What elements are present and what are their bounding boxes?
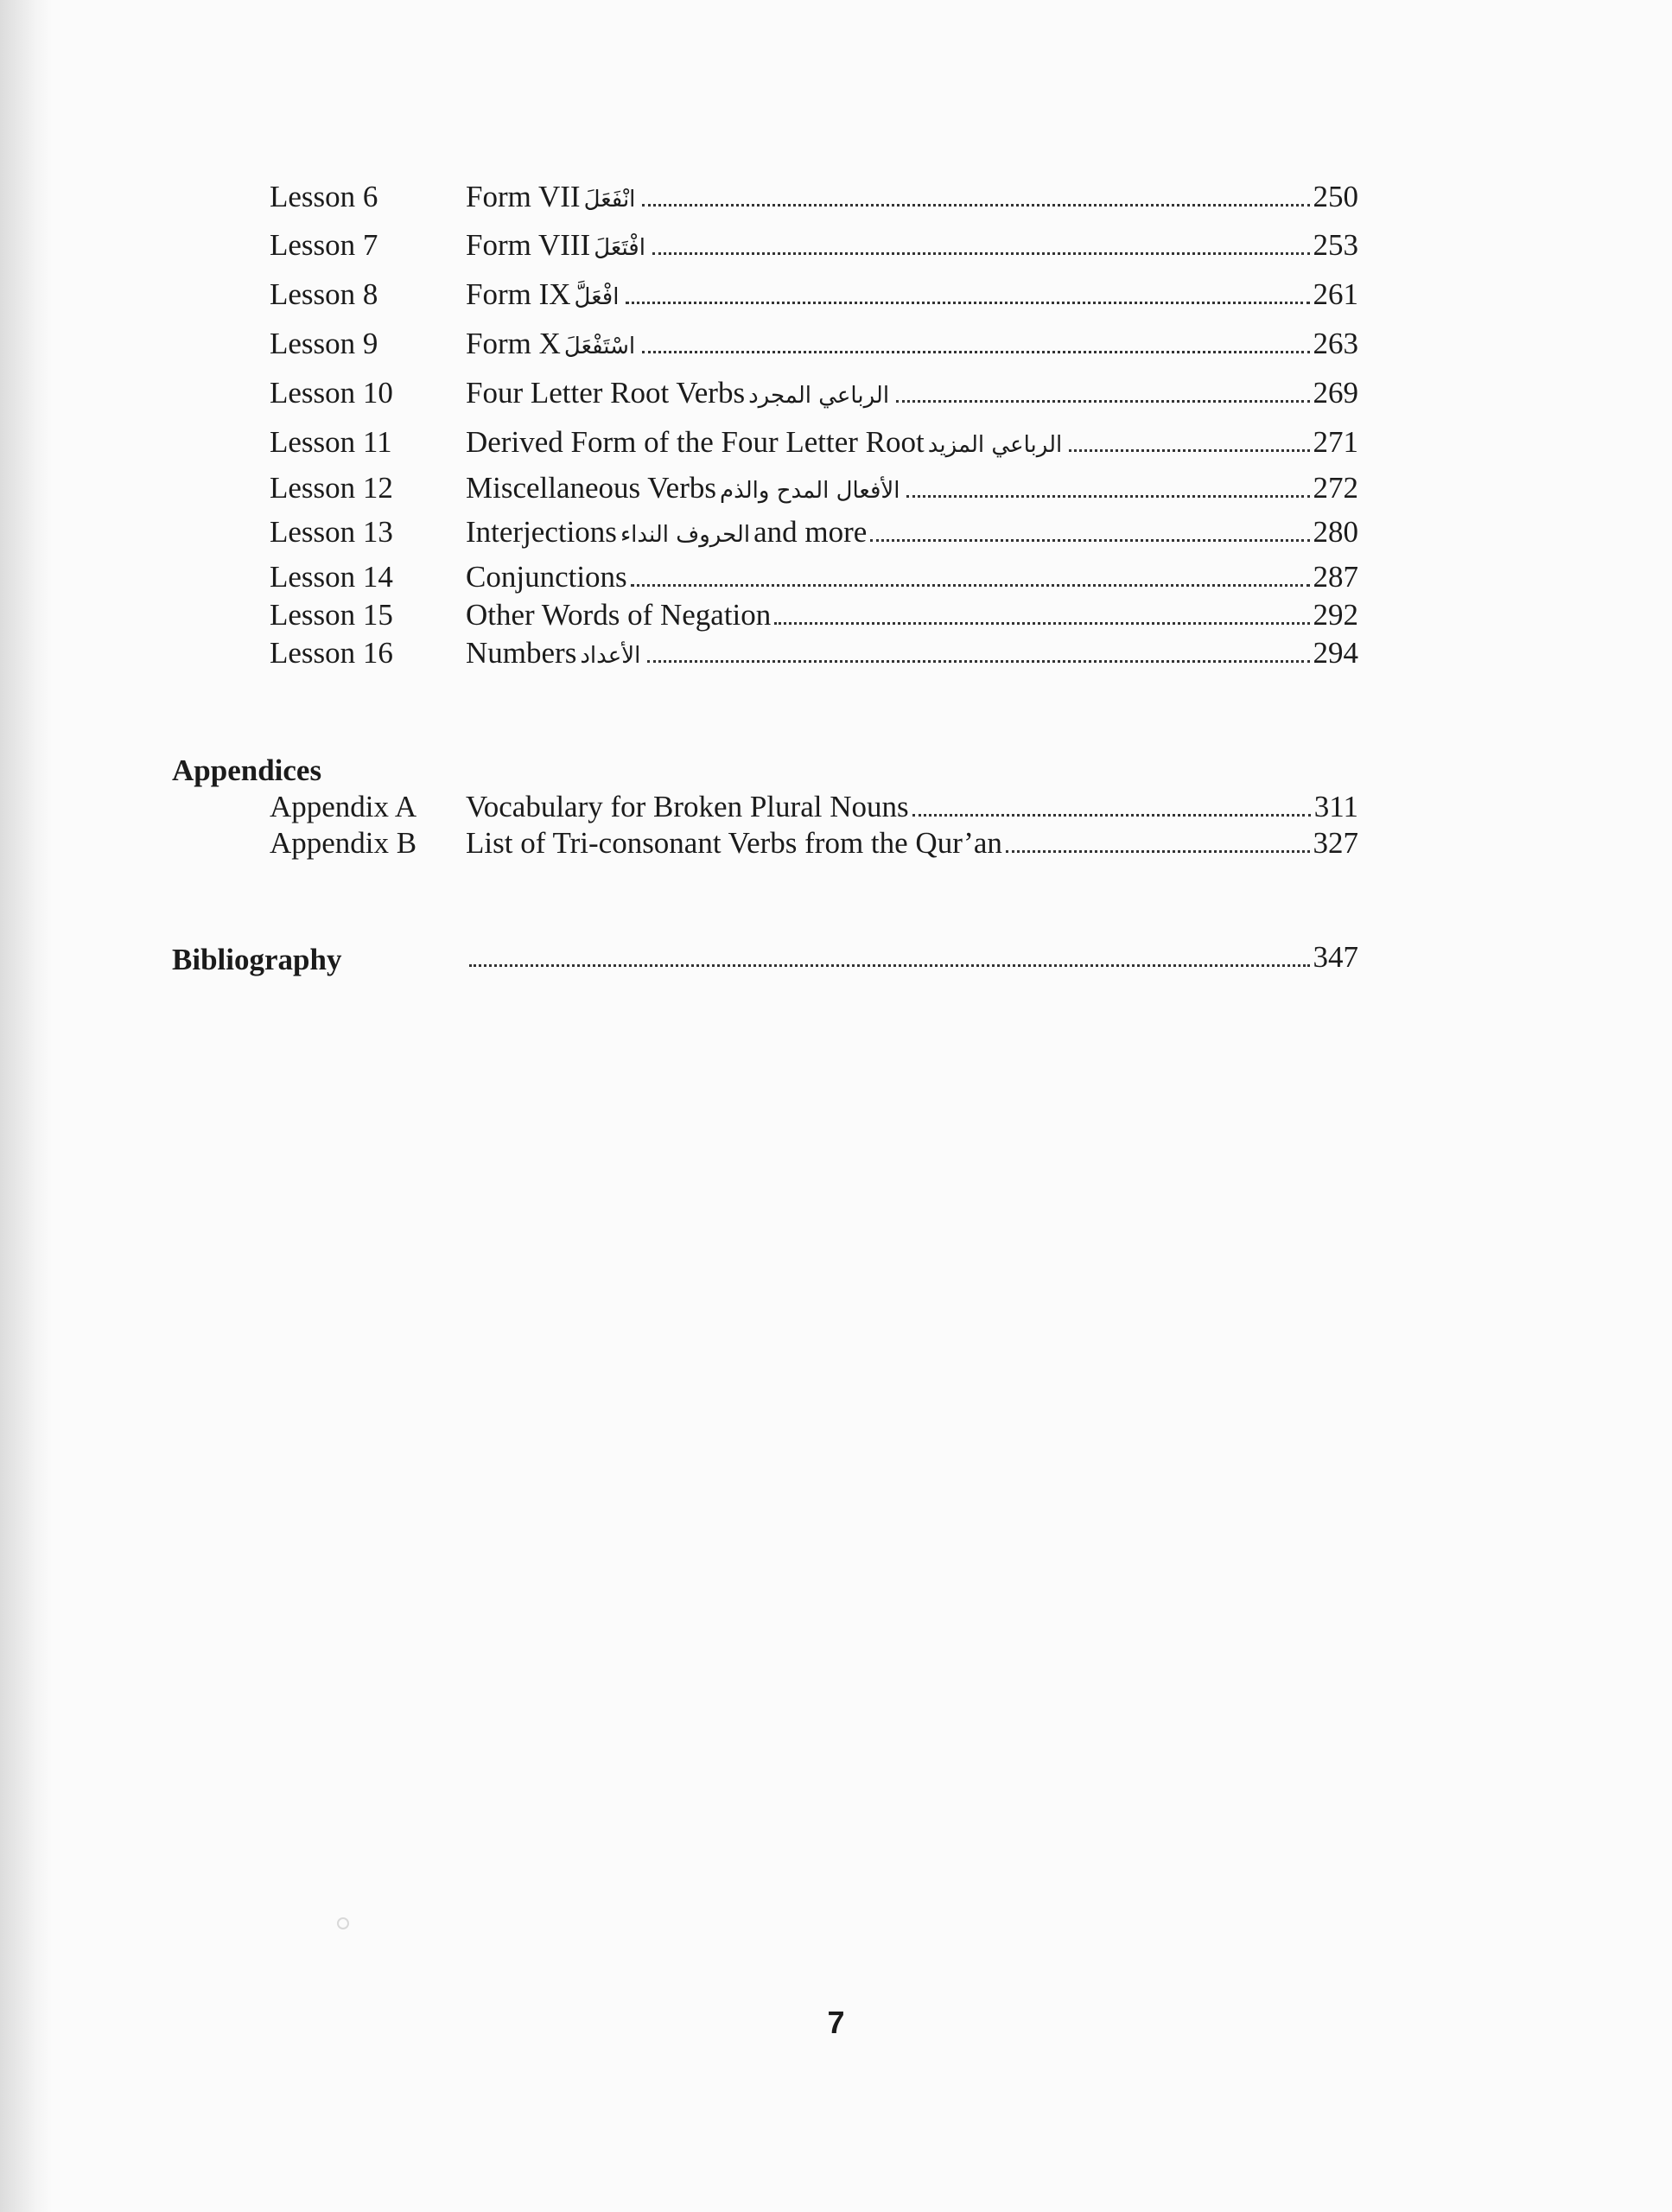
dot-leader: [642, 204, 1309, 207]
lesson-title: Other Words of Negation: [466, 598, 772, 632]
lesson-label: Lesson 6: [270, 180, 378, 213]
toc-entry: [466, 221, 1358, 272]
lesson-label: Lesson 10: [270, 376, 393, 410]
arabic-title: الرباعي المجرد: [748, 383, 890, 409]
appendices-heading: Appendices: [172, 753, 322, 787]
page-number: 261: [1313, 277, 1358, 311]
toc-entry: [466, 629, 1358, 680]
lesson-title: Four Letter Root Verbs: [466, 376, 746, 410]
appendix-title: Vocabulary for Broken Plural Nouns: [466, 790, 909, 823]
toc-row-lesson-8: [0, 270, 1672, 319]
lesson-title: Form IX: [466, 277, 571, 311]
lesson-label: Lesson 13: [270, 515, 393, 549]
lesson-title: Form VII: [466, 180, 581, 213]
lesson-label: Lesson 9: [270, 327, 378, 360]
page-number: 280: [1313, 515, 1358, 549]
page-number: 269: [1313, 376, 1358, 410]
dot-leader: [469, 964, 1310, 967]
arabic-title: افْتَعَلَ: [594, 235, 645, 261]
dot-leader: [870, 539, 1309, 542]
toc-row-lesson-6: [0, 173, 1672, 221]
dot-leader: [774, 622, 1309, 625]
lesson-label: Lesson 7: [270, 228, 378, 262]
lesson-label: Lesson 16: [270, 636, 393, 670]
appendix-label: Appendix B: [270, 826, 417, 860]
arabic-title: الأفعال المدح والذم: [720, 478, 900, 504]
page-number: 271: [1313, 425, 1358, 459]
toc-entry: [466, 418, 1358, 469]
appendix-title: List of Tri-consonant Verbs from the Qur’an: [466, 826, 1002, 860]
page-number: 287: [1313, 560, 1358, 594]
lesson-title: Miscellaneous Verbs: [466, 471, 716, 505]
toc-row-appendix-b: [0, 819, 1672, 868]
lesson-label: Lesson 12: [270, 471, 393, 505]
lesson-title: Form VIII: [466, 228, 591, 262]
toc-row-bibliography: [0, 933, 1672, 982]
page-number: 311: [1313, 790, 1358, 823]
lesson-label: Lesson 11: [270, 425, 392, 459]
arabic-title: الأعداد: [580, 643, 641, 669]
toc-row-lesson-13: [0, 508, 1672, 556]
dot-leader: [626, 302, 1309, 304]
dot-leader: [631, 584, 1310, 587]
lesson-title: Conjunctions: [466, 560, 627, 594]
dot-leader: [652, 252, 1310, 255]
dot-leader: [912, 814, 1311, 817]
toc-row-lesson-12: [0, 464, 1672, 512]
scan-speck: [337, 1917, 349, 1929]
page-number: 250: [1313, 180, 1358, 213]
dot-leader: [642, 351, 1309, 353]
toc-entry: [466, 173, 1358, 224]
page-number: 327: [1313, 826, 1358, 860]
page-number: 347: [1313, 940, 1358, 974]
lesson-title: Numbers: [466, 636, 577, 670]
appendix-label: Appendix A: [270, 790, 417, 823]
lesson-label: Lesson 8: [270, 277, 378, 311]
toc-entry: [466, 933, 1358, 982]
toc-row-lesson-7: [0, 221, 1672, 270]
lesson-label: Lesson 14: [270, 560, 393, 594]
page-number: 263: [1313, 327, 1358, 360]
dot-leader: [906, 495, 1309, 498]
arabic-title: اسْتَفْعَلَ: [563, 334, 636, 359]
toc-entry: [466, 819, 1358, 868]
arabic-title: الحروف النداء: [620, 522, 751, 548]
page-number: 292: [1313, 598, 1358, 632]
toc-row-lesson-9: [0, 320, 1672, 368]
arabic-title: انْفَعَلَ: [583, 187, 636, 213]
page-folio-number: 7: [827, 2005, 845, 2040]
toc-row-lesson-10: [0, 369, 1672, 417]
arabic-title: افْعَلَّ: [574, 284, 620, 310]
toc-row-lesson-11: [0, 418, 1672, 467]
lesson-title-suffix: and more: [753, 515, 868, 549]
page-number: 294: [1313, 636, 1358, 670]
lesson-label: Lesson 15: [270, 598, 393, 632]
page-number: 253: [1313, 228, 1358, 262]
dot-leader: [1006, 850, 1310, 853]
toc-entry: [466, 320, 1358, 371]
arabic-title: الرباعي المزيد: [927, 432, 1063, 458]
lesson-title: Form X: [466, 327, 561, 360]
page-number: 272: [1313, 471, 1358, 505]
dot-leader: [647, 660, 1309, 663]
toc-entry: [466, 369, 1358, 420]
toc-entry: [466, 508, 1358, 559]
toc-entry: [466, 270, 1358, 321]
dot-leader: [1069, 449, 1309, 452]
lesson-title: Interjections: [466, 515, 617, 549]
lesson-title: Derived Form of the Four Letter Root: [466, 425, 925, 459]
toc-row-lesson-16: [0, 629, 1672, 677]
dot-leader: [896, 400, 1309, 403]
bibliography-heading: Bibliography: [172, 943, 342, 976]
